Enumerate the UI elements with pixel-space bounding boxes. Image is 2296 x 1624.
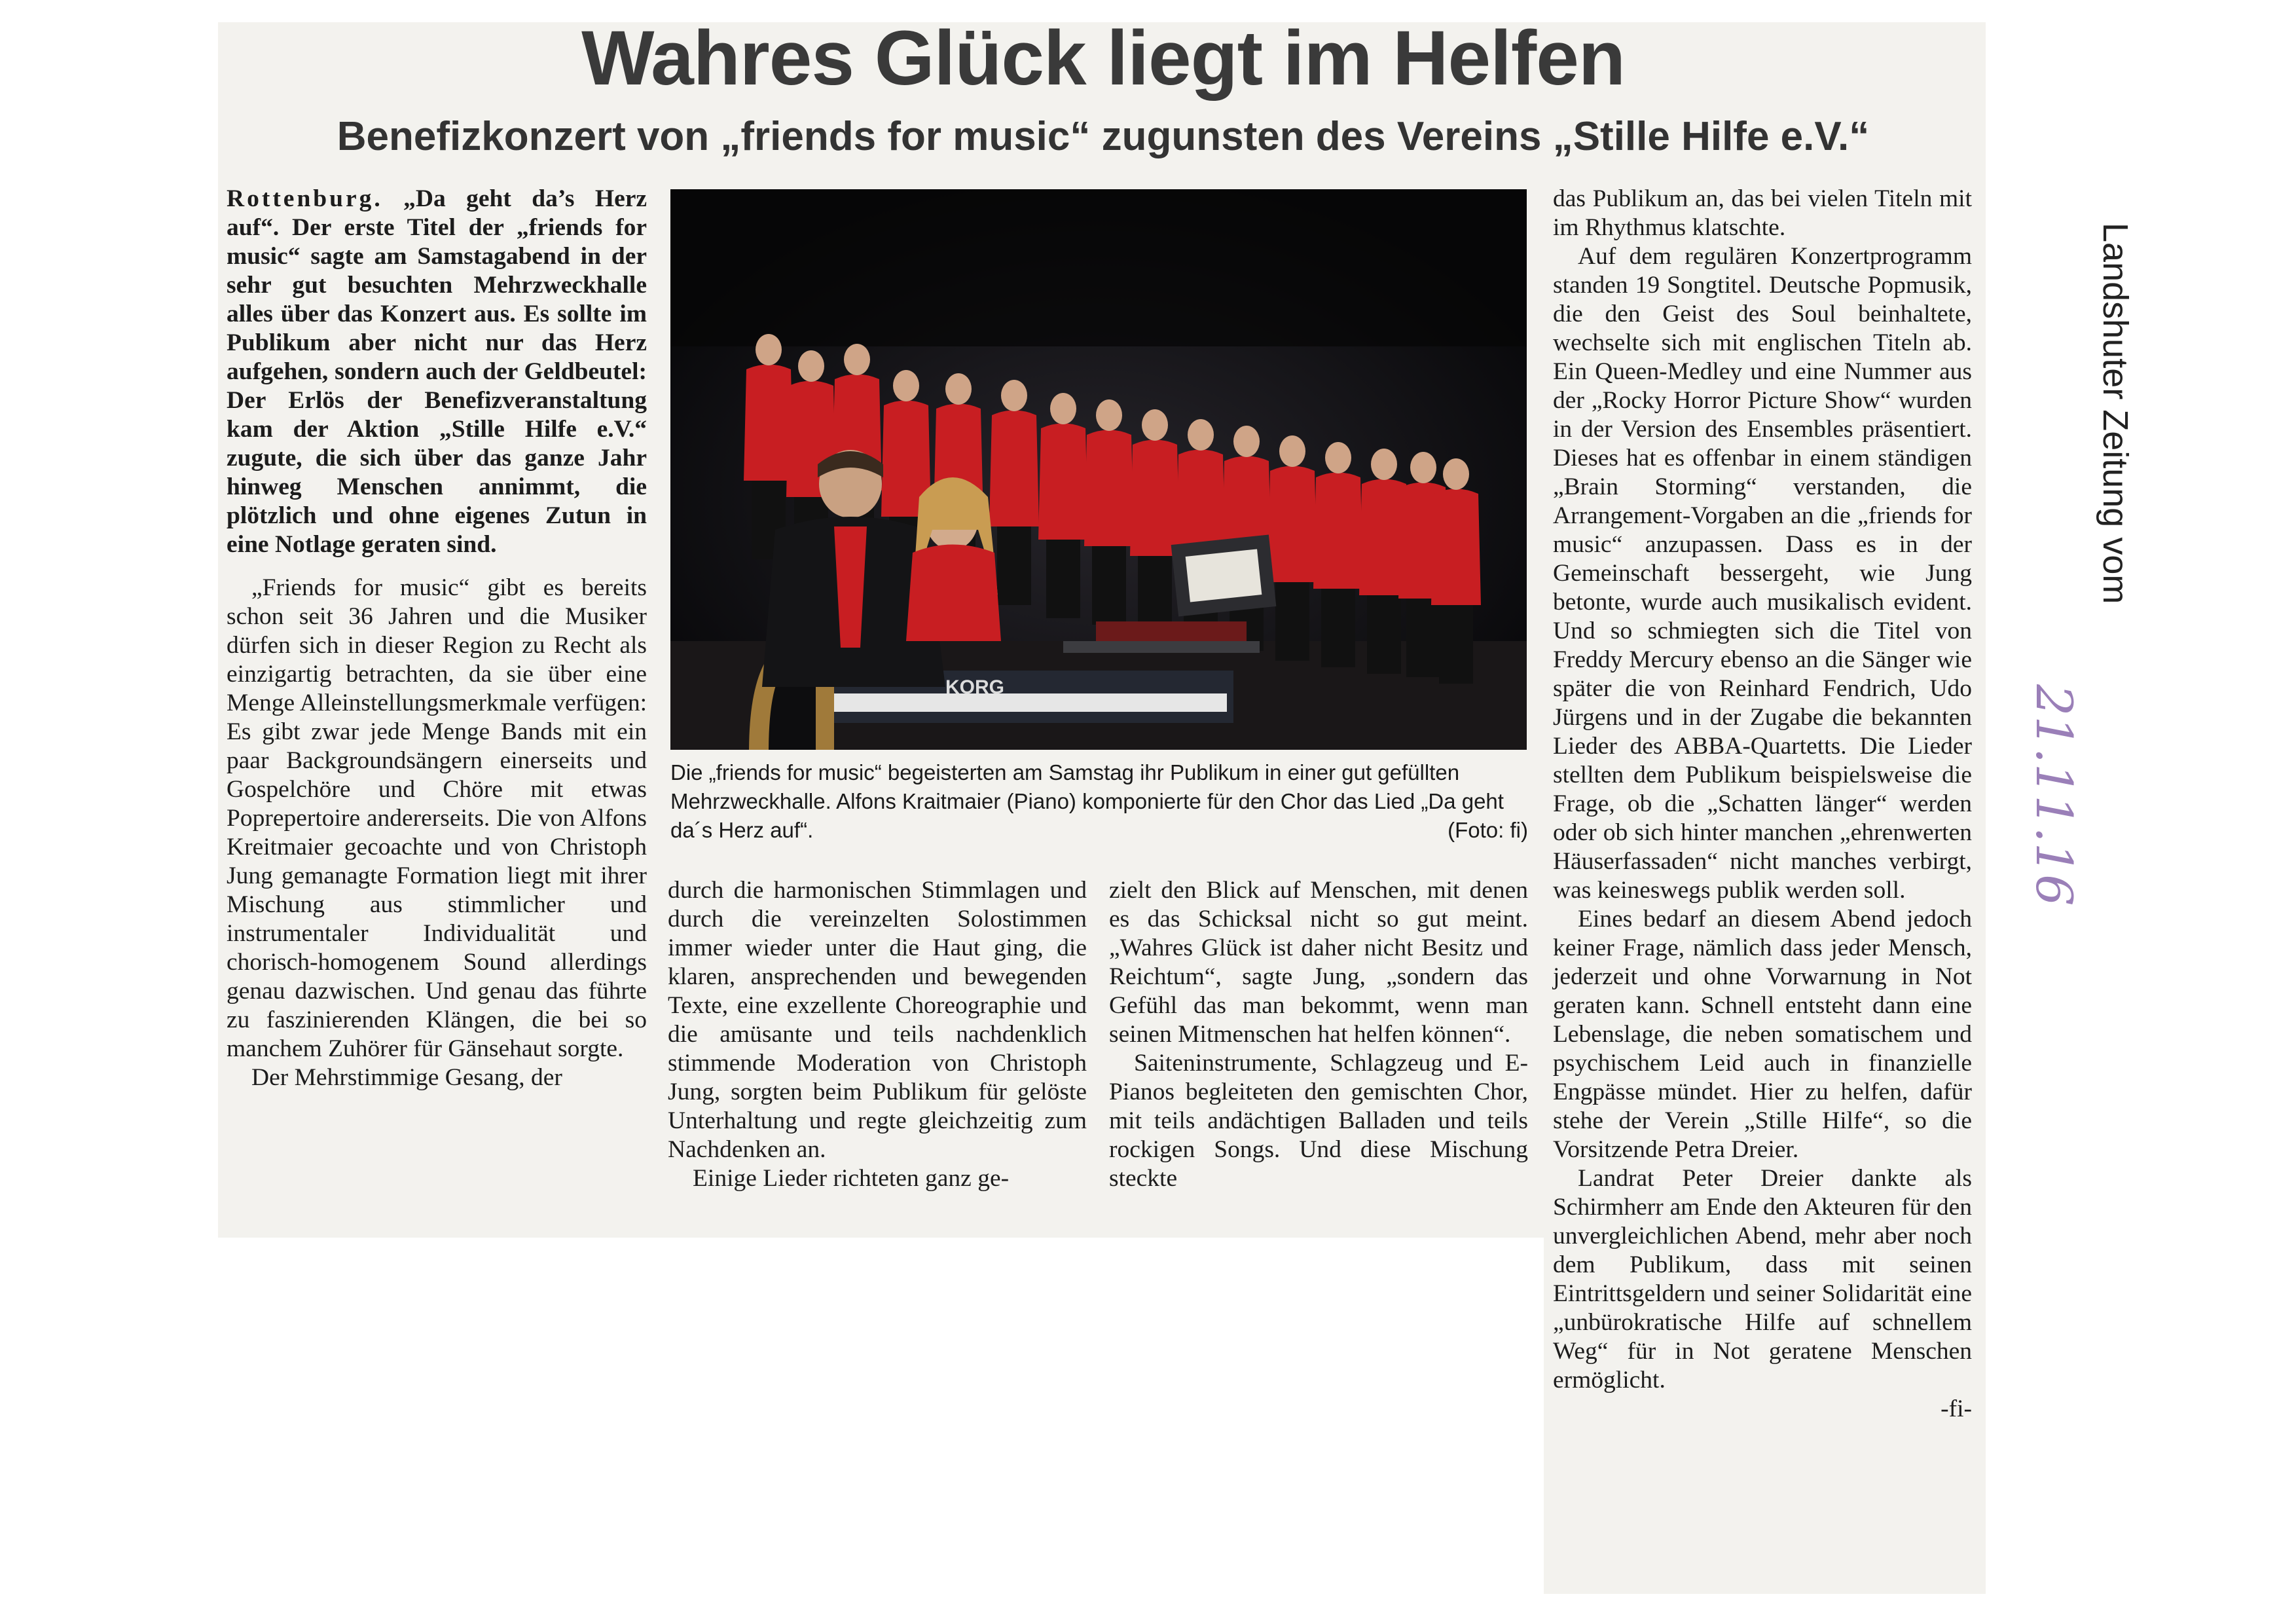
article-subheadline: Benefizkonzert von „friends for music“ zugunsten des Vereins „Stille Hilfe e.V.“	[337, 114, 1870, 159]
paragraph: zielt den Blick auf Menschen, mit denen es das Schicksal nicht so gut meint. „Wahres Glück ist daher nicht Besitz und Reichtum“, sagte Jung, „sondern das Gefühl das man bekommt, wenn man seinen Mitmenschen hat helfen können“.	[1109, 877, 1528, 1048]
keyboard-brand-label: KORG	[945, 676, 1004, 698]
photo-credit: (Foto: fi)	[1448, 818, 1528, 842]
lead-text: „Da geht da’s Herz auf“. Der erste Titel der „friends for music“ sagte am Samstagabend in der sehr gut besuchten Mehrzweckhalle alles über das Konzert aus. Es sollte im Publikum aber nicht nur das Herz aufgehen, sondern auch der Geldbeutel: Der Erlös der Benefizveranstaltung kam der Aktion „Stille Hilfe e.V.“ zugute, die sich über das ganze Jahr hinweg Menschen annimmt, die plötzlich und ohne eigenes Zutun in eine Notlage geraten sind.	[227, 185, 647, 558]
author-signature: -fi-	[1941, 1395, 1972, 1422]
photo-caption	[670, 758, 1528, 845]
concert-photo-illustration	[670, 189, 1527, 750]
dateline: Rottenburg.	[227, 185, 383, 212]
article-column-3	[1109, 876, 1528, 1193]
paragraph: Landrat Peter Dreier dankte als Schirmherr am Ende den Akteuren für den unvergleichlichen Abend, mehr aber noch dem Publikum, dass mit seinen Eintrittsgeldern und seiner Solidarität eine „unbürokratische Hilfe auf schnellem Weg“ für in Not geratene Menschen ermöglicht.	[1553, 1165, 1972, 1393]
paragraph: Auf dem regulären Konzertprogramm standen 19 Songtitel. Deutsche Popmusik, die den Geist des Soul beinhaltete, wechselte sich mit englischen Titeln ab. Ein Queen-Medley und eine Nummer aus der „Rocky Horror Picture Show“ wurden in der Version des Ensembles präsentiert. Dieses hat es offenbar in einem ständigen „Brain Storming“ verstanden, die Arrangement-Vorgaben an die „friends for music“ anzupassen. Dass es in der Gemeinschaft bessergeht, wie Jung betonte, wurde auch musikalisch evident. Und so schmiegten sich die Titel von Freddy Mercury ebenso an die Sänger wie später die von Reinhard Fendrich, Udo Jürgens und in der Zugabe die bekannten Lieder des ABBA-Quartetts. Die Lieder stellten dem Publikum beispielsweise die Frage, ob die „Schatten länger“ werden oder ob sich hinter manchen „ehrenwerten Häuserfassaden“ nicht manches verbirgt, was keineswegs publik werden soll.	[1553, 243, 1972, 904]
paragraph: Eines bedarf an diesem Abend jedoch keiner Frage, nämlich dass jeder Mensch, jederzeit und ohne Vorwarnung in Not geraten kann. Schnell entsteht dann eine Lebenslage, die neben somatischem und psychischem Leid auch in finanzielle Engpässe mündet. Hier zu helfen, dafür stehe der Verein „Stille Hilfe“, so die Vorsitzende Petra Dreier.	[1553, 906, 1972, 1163]
source-note: Landshuter Zeitung vom	[2096, 223, 2135, 604]
caption-text: Die „friends for music“ begeisterten am Samstag ihr Publikum in einer gut gefüllten Mehrzweckhalle. Alfons Kraitmaier (Piano) komponierte für den Chor das Lied „Da geht da´s Herz auf“.	[670, 760, 1504, 842]
article-column-1	[227, 185, 647, 1092]
lead-paragraph	[227, 185, 647, 559]
paragraph: Der Mehrstimmige Gesang, der	[251, 1064, 562, 1091]
paragraph: Einige Lieder richteten ganz ge-	[693, 1165, 1010, 1192]
article-headline: Wahres Glück liegt im Helfen	[581, 15, 1625, 101]
article-column-2	[668, 876, 1087, 1193]
handwritten-date: 21.11.16	[2025, 684, 2083, 906]
article-column-4	[1553, 185, 1972, 1424]
paragraph: Saiteninstrumente, Schlagzeug und E-Pianos begleiteten den gemischten Chor, mit teils andächtigen Balladen und teils rockigen Songs. Und diese Mischung steckte	[1109, 1050, 1528, 1192]
concert-photo	[670, 189, 1527, 750]
clipping-cut-area	[218, 1238, 1544, 1604]
paragraph: durch die harmonischen Stimmlagen und durch die vereinzelten Solostimmen immer wieder unter die Haut ging, die klaren, ansprechenden und bewegenden Texte, eine exzellente Choreographie und die amüsante und teils nachdenklich stimmende Moderation von Christoph Jung, sorgten beim Publikum für gelöste Unterhaltung und regte gleichzeitig zum Nachdenken an.	[668, 877, 1087, 1163]
paragraph: „Friends for music“ gibt es bereits schon seit 36 Jahren und die Musiker dürfen sich in dieser Region zu Recht als einzigartig betrachten, da sie über eine Menge Alleinstellungsmerkmale verfügen: Es gibt zwar jede Menge Bands mit ein paar Backgroundsängern einerseits und Gospelchöre und Chöre mit etwas Poprepertoire andererseits. Die von Alfons Kreitmaier gecoachte und von Christoph Jung gemanagte Formation liegt mit ihrer Mischung aus stimmlicher und instrumentaler Individualität und chorisch-homogenem Sound allerdings genau dazwischen. Und genau das führte zu faszinierenden Klängen, die bei so manchem Zuhörer für Gänsehaut sorgte.	[227, 574, 647, 1062]
paragraph: das Publikum an, das bei vielen Titeln mit im Rhythmus klatschte.	[1553, 185, 1972, 241]
